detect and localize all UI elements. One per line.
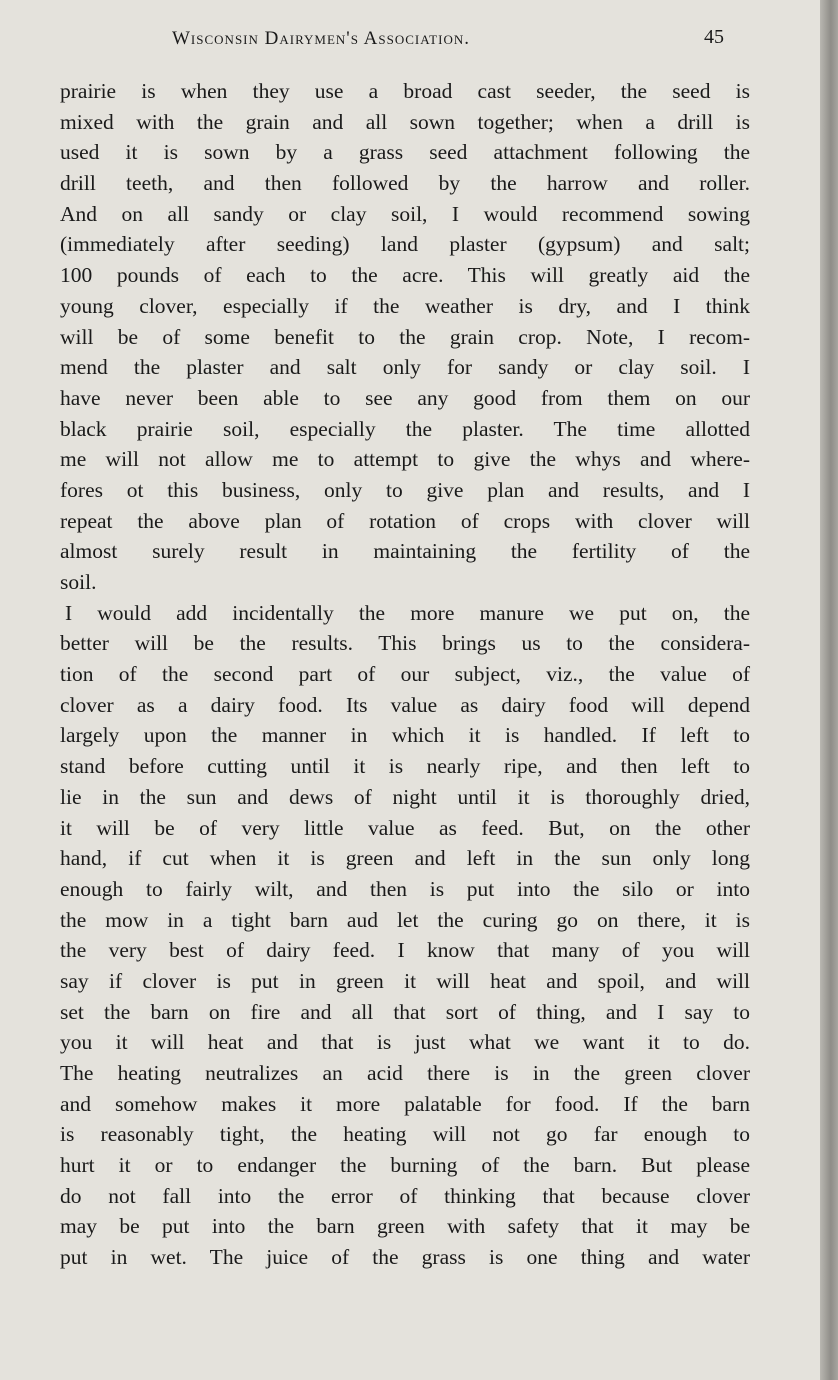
body-text	[60, 76, 750, 1273]
text-line: enough to fairly wilt, and then is put into the silo or into	[60, 876, 750, 901]
text-line: almost surely result in maintaining the fertility of the	[60, 539, 750, 564]
text-line: (immediately after seeding) land plaster (gypsum) and salt;	[60, 232, 750, 257]
text-line: say if clover is put in green it will heat and spoil, and will	[60, 968, 750, 993]
text-line: largely upon the manner in which it is handled. If left to	[60, 723, 750, 748]
text-line: mixed with the grain and all sown together; when a drill is	[60, 109, 750, 134]
text-line: tion of the second part of our subject, viz., the value of	[60, 662, 750, 687]
text-line: mend the plaster and salt only for sandy or clay soil. I	[60, 355, 750, 380]
text-line: stand before cutting until it is nearly ripe, and then left to	[60, 754, 750, 779]
text-line: you it will heat and that is just what we want it to do.	[60, 1030, 750, 1055]
text-line: fores ot this business, only to give plan and results, and I	[60, 477, 750, 502]
text-line: do not fall into the error of thinking that because clover	[60, 1183, 750, 1208]
page-header	[60, 24, 740, 60]
text-line: hurt it or to endanger the burning of the barn. But please	[60, 1153, 750, 1178]
text-line: The heating neutralizes an acid there is in the green clover	[60, 1061, 750, 1085]
text-line: me will not allow me to attempt to give the whys and where-	[60, 447, 750, 472]
text-line: drill teeth, and then followed by the harrow and roller.	[60, 171, 750, 196]
text-line: young clover, especially if the weather is dry, and I think	[60, 293, 750, 318]
text-line: and somehow makes it more palatable for food. If the barn	[60, 1091, 750, 1116]
text-line: set the barn on fire and all that sort of thing, and I say to	[60, 999, 750, 1024]
running-title: Wisconsin Dairymen's Association.	[172, 28, 470, 49]
text-line: better will be the results. This brings us to the considera-	[60, 631, 750, 656]
text-line: clover as a dairy food. Its value as dairy food will depend	[60, 692, 750, 717]
text-line: I would add incidentally the more manure we put on, the	[65, 600, 750, 625]
page-edge	[820, 0, 838, 1380]
text-line: black prairie soil, especially the plaster. The time allotted	[60, 416, 750, 441]
text-line: prairie is when they use a broad cast seeder, the seed is	[60, 79, 750, 103]
text-line: lie in the sun and dews of night until it is thoroughly dried,	[60, 784, 750, 809]
text-line: is reasonably tight, the heating will not go far enough to	[60, 1122, 750, 1147]
text-line: the very best of dairy feed. I know that many of you will	[60, 938, 750, 963]
text-line: repeat the above plan of rotation of crops with clover will	[60, 508, 750, 533]
text-line: put in wet. The juice of the grass is one thing and water	[60, 1245, 750, 1270]
text-line: have never been able to see any good from them on our	[60, 385, 750, 410]
page-number: 45	[704, 26, 724, 48]
text-line: soil.	[60, 570, 97, 594]
text-line: may be put into the barn green with safety that it may be	[60, 1214, 750, 1239]
text-line: And on all sandy or clay soil, I would recommend sowing	[60, 201, 750, 226]
text-line: it will be of very little value as feed. But, on the other	[60, 815, 750, 840]
text-line: hand, if cut when it is green and left in the sun only long	[60, 846, 750, 871]
text-line: will be of some benefit to the grain crop. Note, I recom-	[60, 324, 750, 349]
text-line: used it is sown by a grass seed attachment following the	[60, 140, 750, 165]
text-line: the mow in a tight barn aud let the curing go on there, it is	[60, 907, 750, 932]
text-line: 100 pounds of each to the acre. This will greatly aid the	[60, 263, 750, 288]
